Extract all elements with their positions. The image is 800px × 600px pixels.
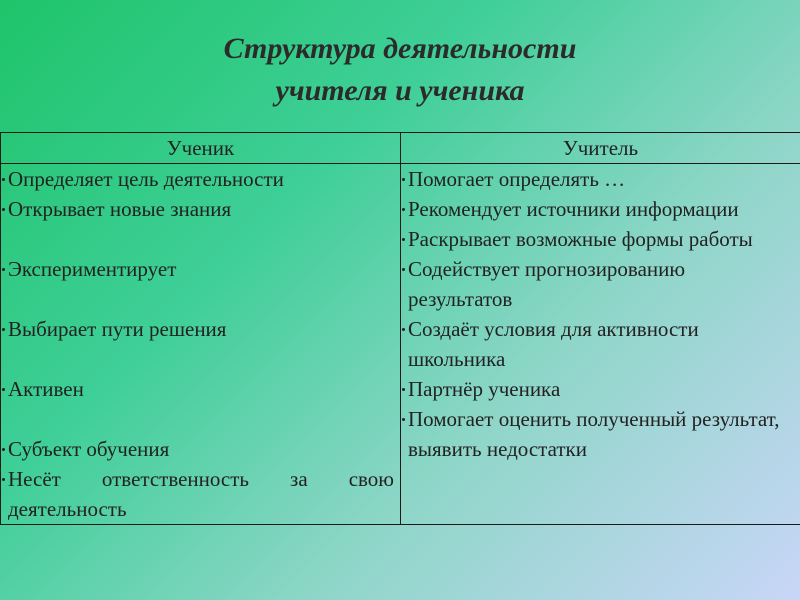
student-item: Определяет цель деятельности: [1, 164, 400, 194]
activity-structure-table: [0, 132, 800, 525]
slide-title: [0, 28, 800, 112]
teacher-item: Помогает оценить полученный результат, выявить недостатки: [401, 404, 800, 464]
teacher-item: Создаёт условия для активности школьника: [401, 314, 800, 374]
student-item: Открывает новые знания: [1, 194, 400, 224]
student-item: Активен: [1, 374, 400, 404]
teacher-item: Содействует прогнозированию результатов: [401, 254, 800, 314]
student-column: [1, 164, 401, 525]
teacher-item: Рекомендует источники информации: [401, 194, 800, 224]
teacher-item: Раскрывает возможные формы работы: [401, 224, 800, 254]
header-teacher: Учитель: [401, 133, 800, 164]
student-item: Субъект обучения: [1, 434, 400, 464]
student-item: Выбирает пути решения: [1, 314, 400, 344]
slide-title-line-1: Структура деятельности: [223, 32, 577, 65]
teacher-column: [401, 164, 800, 525]
slide-title-line-2: учителя и ученика: [275, 74, 525, 107]
teacher-item: Помогает определять …: [401, 164, 800, 194]
teacher-item: Партнёр ученика: [401, 374, 800, 404]
header-student: Ученик: [1, 133, 401, 164]
student-item: Несёт ответственность за свою деятельность: [1, 464, 400, 524]
student-item: Экспериментирует: [1, 254, 400, 284]
